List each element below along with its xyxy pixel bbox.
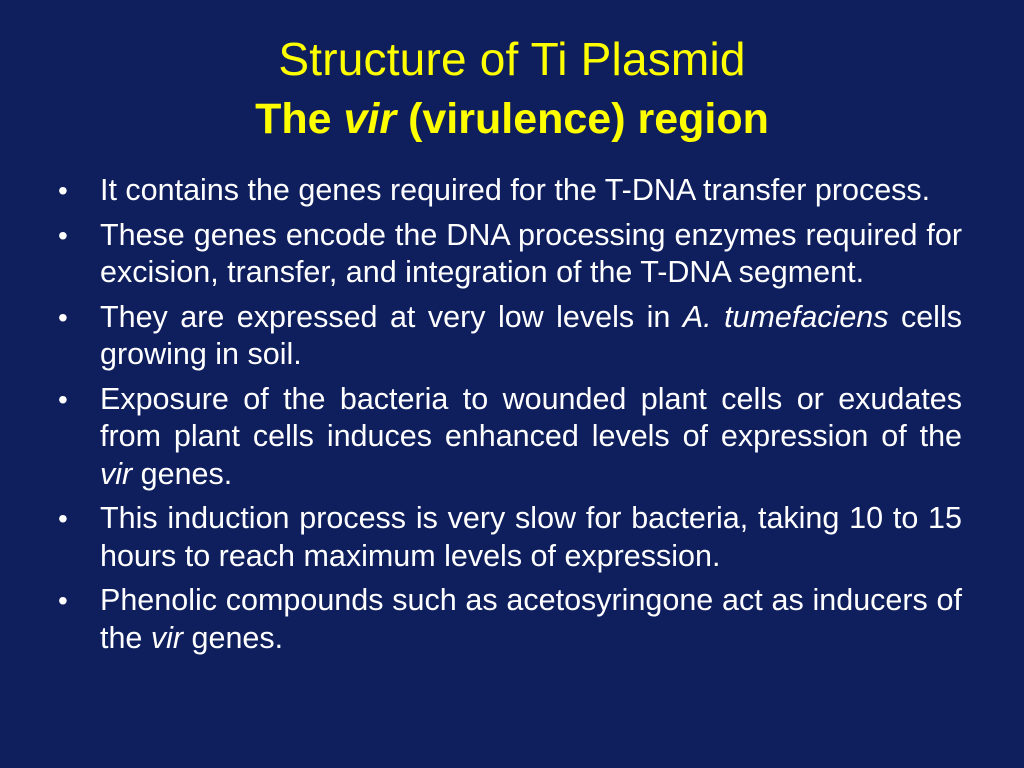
bullet-text-italic: vir — [150, 620, 184, 655]
bullet-icon: • — [58, 219, 68, 251]
bullet-text — [100, 218, 962, 290]
subtitle-prefix: The — [255, 95, 344, 143]
bullet-item — [56, 582, 962, 657]
bullet-item — [56, 299, 962, 374]
bullet-icon: • — [58, 503, 68, 534]
bullet-list — [56, 172, 962, 664]
bullet-text-part: This induction process is very slow for bacteria, taking 10 to 15 hours to reach maximum levels of expression. — [100, 501, 962, 573]
bullet-item — [56, 172, 962, 210]
slide-subtitle — [0, 88, 1024, 150]
bullet-text-part: Exposure of the bacteria to wounded plant cells or exudates from plant cells induces enhanced levels of expression of the — [100, 381, 962, 453]
bullet-icon: • — [58, 301, 68, 333]
bullet-text-part: genes. — [183, 620, 284, 655]
bullet-text-part: These genes encode the DNA processing enzymes required for excision, transfer, and integration of the T-DNA segment. — [100, 217, 962, 289]
bullet-item — [56, 217, 962, 292]
bullet-text — [100, 173, 930, 207]
title-block — [0, 30, 1024, 150]
bullet-icon: • — [58, 175, 68, 206]
bullet-item — [56, 381, 962, 494]
slide-title: Structure of Ti Plasmid — [278, 33, 746, 85]
bullet-text-part: They are expressed at very low levels in — [100, 299, 683, 334]
bullet-icon: • — [58, 383, 68, 415]
bullet-text-part: It contains the genes required for the T-DNA transfer process. — [100, 173, 931, 207]
bullet-item — [56, 500, 962, 575]
bullet-text-part: Phenolic compounds such as acetosyringone act as inducers of the — [100, 583, 962, 655]
bullet-text — [100, 300, 962, 372]
bullet-text-italic: vir — [100, 456, 133, 491]
bullet-text-part: cells growing in soil. — [100, 299, 962, 371]
bullet-text-part: genes. — [132, 456, 233, 491]
subtitle-italic: vir — [343, 95, 397, 143]
bullet-icon: • — [58, 585, 68, 616]
bullet-text — [100, 501, 962, 573]
bullet-text — [100, 583, 962, 655]
bullet-text-italic: A. tumefaciens — [682, 299, 889, 334]
bullet-text — [100, 382, 962, 491]
subtitle-suffix: (virulence) region — [396, 95, 769, 143]
